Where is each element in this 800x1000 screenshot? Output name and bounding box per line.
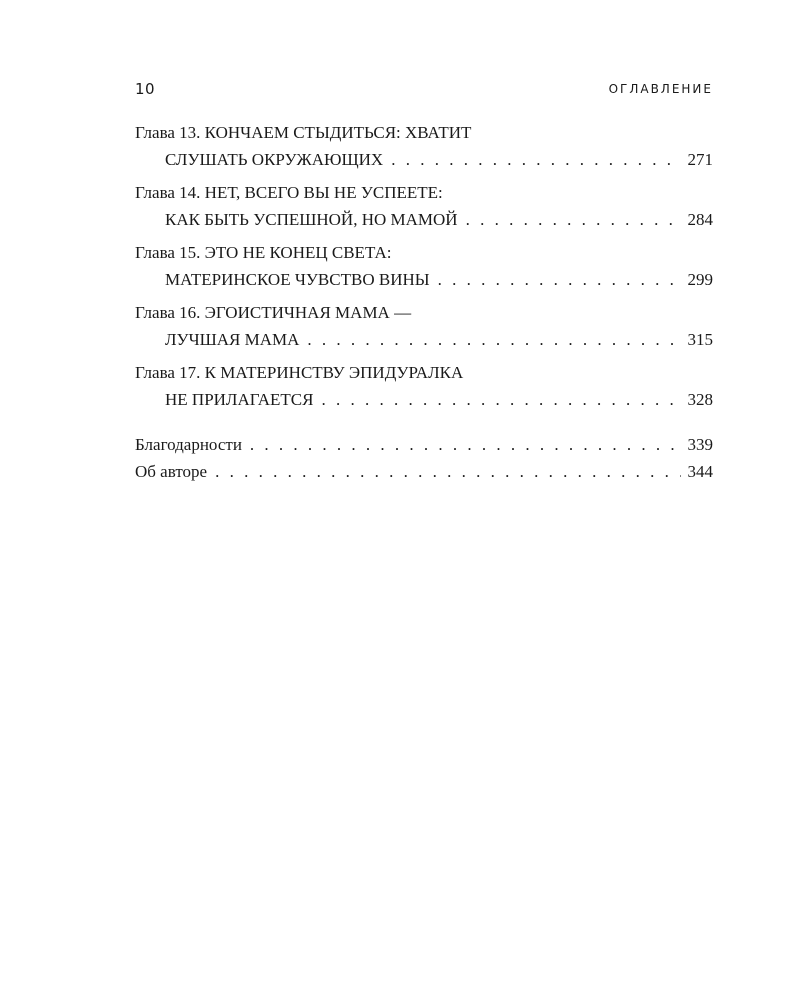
chapter-title: СЛУШАТЬ ОКРУЖАЮЩИХ: [165, 150, 384, 169]
entry-title: Благодарности: [135, 435, 242, 454]
toc-entry-about-author[interactable]: [135, 458, 713, 485]
dot-leader: [207, 458, 681, 485]
dot-leader: [430, 266, 681, 293]
book-page: [135, 0, 713, 1000]
page-ref: 339: [687, 435, 713, 454]
dot-leader: [242, 431, 681, 458]
dot-leader: [313, 386, 681, 413]
entry-title: Об авторе: [135, 462, 208, 481]
chapter-title: ЛУЧШАЯ МАМА: [165, 330, 300, 349]
chapter-heading: Глава 16. ЭГОИСТИЧНАЯ МАМА —: [135, 303, 412, 322]
page-ref: 344: [687, 462, 713, 481]
dot-leader: [458, 206, 681, 233]
table-of-contents: [135, 119, 713, 485]
dot-leader: [299, 326, 681, 353]
section-title: ОГЛАВЛЕНИЕ: [608, 82, 713, 96]
toc-entry-chapter-15[interactable]: [135, 239, 713, 293]
toc-entry-chapter-13[interactable]: [135, 119, 713, 173]
page-number: 10: [135, 80, 156, 98]
chapter-title: НЕ ПРИЛАГАЕТСЯ: [165, 390, 314, 409]
page-ref: 271: [687, 150, 713, 169]
page-ref: 328: [687, 390, 713, 409]
page-ref: 284: [687, 210, 713, 229]
toc-entry-chapter-16[interactable]: [135, 299, 713, 353]
chapter-heading: Глава 13. КОНЧАЕМ СТЫДИТЬСЯ: ХВАТИТ: [135, 123, 472, 142]
chapter-heading: Глава 15. ЭТО НЕ КОНЕЦ СВЕТА:: [135, 243, 392, 262]
chapter-title: МАТЕРИНСКОЕ ЧУВСТВО ВИНЫ: [165, 270, 430, 289]
toc-entry-chapter-17[interactable]: [135, 359, 713, 413]
toc-entry-chapter-14[interactable]: [135, 179, 713, 233]
running-head: [135, 80, 713, 100]
chapter-heading: Глава 17. К МАТЕРИНСТВУ ЭПИДУРАЛКА: [135, 363, 464, 382]
chapter-title: КАК БЫТЬ УСПЕШНОЙ, НО МАМОЙ: [165, 210, 458, 229]
dot-leader: [383, 146, 681, 173]
page-ref: 299: [687, 270, 713, 289]
toc-entry-acknowledgements[interactable]: [135, 431, 713, 458]
page-ref: 315: [687, 330, 713, 349]
chapter-heading: Глава 14. НЕТ, ВСЕГО ВЫ НЕ УСПЕЕТЕ:: [135, 183, 443, 202]
